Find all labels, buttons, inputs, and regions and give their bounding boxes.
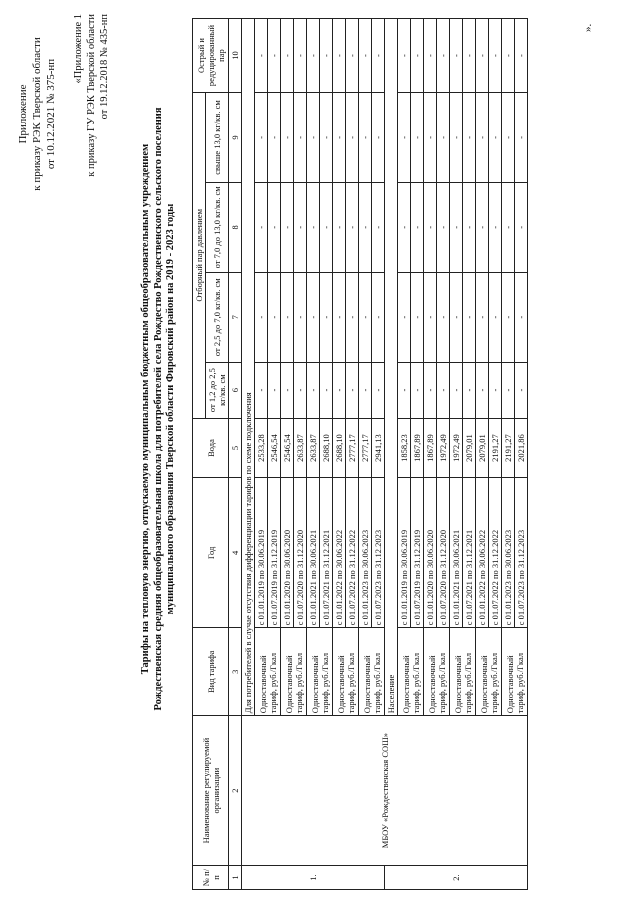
tariff-type: Одноставочный тариф, руб./Гкал (424, 628, 450, 716)
empty-value: - (450, 272, 463, 362)
empty-value: - (320, 93, 333, 183)
empty-value: - (281, 19, 294, 93)
water-value: 2079,01 (476, 418, 489, 478)
tariff-type: Одноставочный тариф, руб./Гкал (307, 628, 333, 716)
group-title-row (242, 19, 255, 890)
empty-value: - (320, 272, 333, 362)
header-steam-3: от 7,0 до 13,0 кг/кв. см (206, 182, 229, 272)
header-steam-2: от 2,5 до 7,0 кг/кв. см (206, 272, 229, 362)
water-value: 2191,27 (489, 418, 502, 478)
empty-value: - (463, 182, 476, 272)
empty-value: - (515, 362, 528, 418)
empty-value: - (515, 19, 528, 93)
water-value: 1858,23 (398, 418, 411, 478)
water-value: 2021,86 (515, 418, 528, 478)
col-number: 8 (229, 182, 242, 272)
header-steam-1: от 1,2 до 2,5 кг/кв. см (206, 362, 229, 418)
empty-value: - (502, 19, 515, 93)
empty-value: - (346, 272, 359, 362)
empty-value: - (294, 272, 307, 362)
empty-value: - (411, 19, 424, 93)
period: с 01.01.2021 по 30.06.2021 (307, 478, 320, 628)
water-value: 2633,87 (294, 418, 307, 478)
empty-value: - (515, 272, 528, 362)
empty-value: - (476, 93, 489, 183)
empty-value: - (268, 182, 281, 272)
empty-value: - (489, 272, 502, 362)
col-number: 3 (229, 628, 242, 716)
header-line: к приказу ГУ РЭК Тверской области (86, 14, 97, 177)
empty-value: - (333, 272, 346, 362)
empty-value: - (294, 93, 307, 183)
tariff-type: Одноставочный тариф, руб./Гкал (359, 628, 385, 716)
empty-value: - (437, 93, 450, 183)
water-value: 2533,28 (255, 418, 268, 478)
empty-value: - (359, 182, 372, 272)
water-value: 1972,49 (450, 418, 463, 478)
empty-value: - (333, 19, 346, 93)
empty-value: - (307, 19, 320, 93)
empty-value: - (489, 19, 502, 93)
col-number: 5 (229, 418, 242, 478)
empty-value: - (489, 93, 502, 183)
empty-value: - (411, 182, 424, 272)
period: с 01.07.2019 по 31.12.2019 (268, 478, 281, 628)
group-title: Для потребителей в случае отсутствия дифференциации тарифов по схеме подключения (242, 19, 255, 716)
period: с 01.07.2022 по 31.12.2022 (489, 478, 502, 628)
header-sharp-steam: Острый и редуцированный пар (193, 19, 229, 93)
empty-value: - (463, 19, 476, 93)
document-title (140, 84, 178, 734)
period: с 01.01.2022 по 30.06.2022 (476, 478, 489, 628)
header-line: к приказу РЭК Тверской области (31, 37, 43, 191)
col-number: 1 (229, 866, 242, 890)
empty-value: - (450, 19, 463, 93)
header-steam: Отборный пар давлением (193, 93, 206, 418)
empty-value: - (255, 93, 268, 183)
previous-order-header (72, 14, 111, 214)
period: с 01.01.2019 по 30.06.2019 (398, 478, 411, 628)
empty-value: - (359, 362, 372, 418)
empty-value: - (294, 362, 307, 418)
water-value: 1972,49 (437, 418, 450, 478)
empty-value: - (411, 362, 424, 418)
col-number: 4 (229, 478, 242, 628)
empty-value: - (489, 182, 502, 272)
period: с 01.07.2021 по 31.12.2021 (320, 478, 333, 628)
empty-value: - (398, 182, 411, 272)
period: с 01.01.2022 по 30.06.2022 (333, 478, 346, 628)
header-line: «Приложение 1 (73, 14, 84, 84)
tariff-type: Одноставочный тариф, руб./Гкал (255, 628, 281, 716)
header-year: Год (193, 478, 229, 628)
row-number: 1. (242, 866, 385, 890)
empty-value: - (281, 182, 294, 272)
empty-value: - (398, 19, 411, 93)
empty-value: - (437, 19, 450, 93)
empty-value: - (450, 93, 463, 183)
water-value: 2688,10 (320, 418, 333, 478)
empty-value: - (346, 19, 359, 93)
tariff-type: Одноставочный тариф, руб./Гкал (450, 628, 476, 716)
empty-value: - (333, 182, 346, 272)
empty-value: - (346, 362, 359, 418)
empty-value: - (359, 272, 372, 362)
water-value: 2633,87 (307, 418, 320, 478)
col-number: 2 (229, 716, 242, 866)
empty-value: - (411, 93, 424, 183)
header-water: Вода (193, 418, 229, 478)
empty-value: - (437, 182, 450, 272)
empty-value: - (502, 362, 515, 418)
period: с 01.07.2023 по 31.12.2023 (372, 478, 385, 628)
empty-value: - (476, 362, 489, 418)
empty-value: - (424, 19, 437, 93)
empty-value: - (255, 19, 268, 93)
empty-value: - (320, 19, 333, 93)
period: с 01.01.2019 по 30.06.2019 (255, 478, 268, 628)
group-title: Население (385, 19, 398, 716)
tariff-type: Одноставочный тариф, руб./Гкал (281, 628, 307, 716)
empty-value: - (411, 272, 424, 362)
empty-value: - (294, 19, 307, 93)
empty-value: - (307, 93, 320, 183)
title-line: Рождественская средняя общеобразовательная школа для потребителей села Рождество Рождественского сельского поселения (152, 107, 164, 711)
period: с 01.01.2021 по 30.06.2021 (450, 478, 463, 628)
empty-value: - (333, 93, 346, 183)
empty-value: - (424, 93, 437, 183)
water-value: 2079,01 (463, 418, 476, 478)
water-value: 2546,54 (281, 418, 294, 478)
empty-value: - (463, 272, 476, 362)
header-line: Приложение (17, 84, 29, 144)
empty-value: - (502, 182, 515, 272)
period: с 01.07.2020 по 31.12.2020 (294, 478, 307, 628)
header-num: № п/ п (193, 866, 229, 890)
period: с 01.01.2023 по 30.06.2023 (502, 478, 515, 628)
water-value: 2191,27 (502, 418, 515, 478)
empty-value: - (424, 362, 437, 418)
empty-value: - (450, 362, 463, 418)
closing-quote: ». (582, 23, 594, 32)
empty-value: - (307, 272, 320, 362)
empty-value: - (268, 19, 281, 93)
water-value: 2777,17 (346, 418, 359, 478)
empty-value: - (515, 93, 528, 183)
empty-value: - (255, 182, 268, 272)
empty-value: - (372, 182, 385, 272)
empty-value: - (372, 362, 385, 418)
water-value: 1867,89 (411, 418, 424, 478)
empty-value: - (372, 272, 385, 362)
tariff-type: Одноставочный тариф, руб./Гкал (502, 628, 528, 716)
empty-value: - (255, 272, 268, 362)
empty-value: - (463, 93, 476, 183)
empty-value: - (476, 182, 489, 272)
empty-value: - (307, 362, 320, 418)
empty-value: - (398, 272, 411, 362)
approval-header (16, 24, 58, 204)
period: с 01.07.2023 по 31.12.2023 (515, 478, 528, 628)
empty-value: - (463, 362, 476, 418)
tariff-type: Одноставочный тариф, руб./Гкал (333, 628, 359, 716)
empty-value: - (268, 93, 281, 183)
empty-value: - (307, 182, 320, 272)
empty-value: - (255, 362, 268, 418)
water-value: 2688,10 (333, 418, 346, 478)
water-value: 2546,54 (268, 418, 281, 478)
column-number-row (229, 19, 242, 890)
empty-value: - (281, 272, 294, 362)
col-number: 7 (229, 272, 242, 362)
organization-name: МБОУ «Рождественская СОШ» (242, 716, 528, 866)
empty-value: - (333, 362, 346, 418)
empty-value: - (346, 93, 359, 183)
empty-value: - (268, 362, 281, 418)
empty-value: - (320, 182, 333, 272)
empty-value: - (489, 362, 502, 418)
header-steam-4: свыше 13,0 кг/кв. см (206, 93, 229, 183)
title-line: муниципального образования Тверской области Фировский район на 2019 - 2023 годы (165, 203, 176, 615)
col-number: 10 (229, 19, 242, 93)
period: с 01.07.2019 по 31.12.2019 (411, 478, 424, 628)
empty-value: - (476, 19, 489, 93)
empty-value: - (372, 19, 385, 93)
empty-value: - (359, 93, 372, 183)
empty-value: - (294, 182, 307, 272)
empty-value: - (424, 272, 437, 362)
header-line: от 19.12.2018 № 435-нп (99, 14, 110, 120)
title-line: Тарифы на тепловую энергию, отпускаемую муниципальным бюджетным общеобразовательным учреждением (140, 143, 151, 675)
empty-value: - (515, 182, 528, 272)
row-number: 2. (385, 866, 528, 890)
empty-value: - (450, 182, 463, 272)
tariff-type: Одноставочный тариф, руб./Гкал (398, 628, 424, 716)
empty-value: - (437, 362, 450, 418)
water-value: 2941,13 (372, 418, 385, 478)
empty-value: - (502, 93, 515, 183)
empty-value: - (359, 19, 372, 93)
empty-value: - (268, 272, 281, 362)
empty-value: - (424, 182, 437, 272)
period: с 01.01.2023 по 30.06.2023 (359, 478, 372, 628)
header-line: от 10.12.2021 № 375-нп (45, 58, 57, 170)
period: с 01.01.2020 по 30.06.2020 (424, 478, 437, 628)
period: с 01.07.2020 по 31.12.2020 (437, 478, 450, 628)
water-value: 2777,17 (359, 418, 372, 478)
col-number: 6 (229, 362, 242, 418)
period: с 01.07.2022 по 31.12.2022 (346, 478, 359, 628)
header-org: Наименование регулируемой организации (193, 716, 229, 866)
empty-value: - (281, 362, 294, 418)
empty-value: - (502, 272, 515, 362)
empty-value: - (398, 93, 411, 183)
header-tariff-type: Вид тарифа (193, 628, 229, 716)
col-number: 9 (229, 93, 242, 183)
empty-value: - (346, 182, 359, 272)
period: с 01.01.2020 по 30.06.2020 (281, 478, 294, 628)
empty-value: - (476, 272, 489, 362)
water-value: 1867,89 (424, 418, 437, 478)
empty-value: - (320, 362, 333, 418)
empty-value: - (372, 93, 385, 183)
tariff-type: Одноставочный тариф, руб./Гкал (476, 628, 502, 716)
empty-value: - (437, 272, 450, 362)
empty-value: - (398, 362, 411, 418)
empty-value: - (281, 93, 294, 183)
tariff-table (192, 18, 528, 890)
period: с 01.07.2021 по 31.12.2021 (463, 478, 476, 628)
